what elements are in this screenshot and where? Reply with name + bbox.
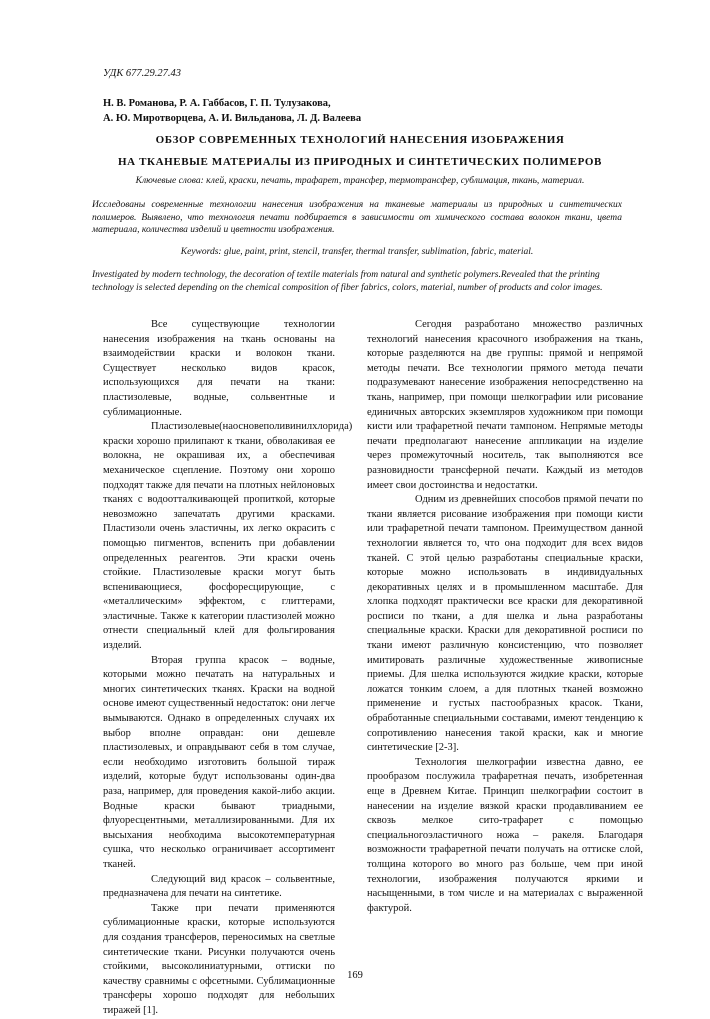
paragraph: Вторая группа красок – водные, которыми можно печатать на натуральных и многих синтетических тканях. Краски на водной основе имеют существенный недостаток: они легче вымываются. Однако в определенных случаях их выбор вполне оправдан: они дешевле пластизолевых, и оправдывают себя в том случае, если необходимо изготовить большой тираж изделий, которые будут использованы один-два раза, например, для проведения какой-либо акции. Водные краски бывают триадными, флуоресцентными, металлизированными. Для их высыхания необходима высокотемпературная сушка, что несколько ограничивает ассортимент тканей.: [103, 654, 335, 870]
article-title: [80, 129, 640, 173]
left-column: [103, 318, 353, 1019]
paragraph: Следующий вид красок – сольвентные, предназначена для печати на синтетике.: [103, 873, 335, 900]
paragraph: Также при печати применяются сублимационные краски, которые используются для создания трансферов, переносимых на светлые синтетические ткани. Рисунки получаются очень стойкими, высоколиниатурными, оттиски по качеству сравнимы с офсетными. Сублимационные трансферы хорошо подходят для небольших тиражей [1].: [103, 902, 335, 1016]
title-line: ОБЗОР СОВРЕМЕННЫХ ТЕХНОЛОГИЙ НАНЕСЕНИЯ ИЗОБРАЖЕНИЯ: [155, 134, 565, 146]
paragraph: Пластизолевые(наосновеполивинилхлорида) краски хорошо прилипают к ткани, обволакивая ее волокна, не окрашивая их, а обеспечивая механическое сцепление. Поэтому они хорошо подходят также для печати на плотных нейлоновых тканях с водоотталкивающей пропиткой, которые невозможно запечатать другими красками. Пластизоли очень эластичны, их легко окрасить с помощью пигментов, вспенить при добавлении определенных реагентов. Эти краски очень стойкие. Пластизолевые краски могут быть вспенивающиеся, фосфоресцирующие, с «металлическим» эффектом, с глиттерами, эластичные. Также к категории пластизолей можно отнести специальный клей для фольгирования изделий.: [103, 421, 353, 652]
authors-line: А. Ю. Миротворцева, А. И. Вильданова, Л. Д. Валеева: [103, 113, 362, 124]
authors: [103, 96, 623, 126]
keywords-ru: Ключевые слова: клей, краски, печать, трафарет, трансфер, термотрансфер, сублимация, ткань, материал.: [135, 176, 585, 186]
keywords-en: Keywords: glue, paint, print, stencil, transfer, thermal transfer, sublimation, fabric, material.: [180, 247, 534, 257]
abstract-ru: Исследованы современные технологии нанесения изображения на тканевые материалы из природных и синтетических полимеров. Выявлено, что технология печати подбирается в зависимости от химического состава волокон ткани, цвета материала, количества изделий и цветности изображения.: [92, 200, 622, 236]
authors-line: Н. В. Романова, Р. А. Габбасов, Г. П. Тулузакова,: [103, 98, 331, 109]
paragraph: Сегодня разработано множество различных технологий нанесения красочного изображения на ткань, которые разделяются на две группы: прямой и непрямой методы печати. Все технологии прямого метода печати подразумевают нанесение изображения непосредственно на ткань, например, при помощи шелкографии или рисование единичных авторских экземпляров художником при помощи кисти или трафаретной печати тампоном. Непрямые методы печати предполагают нанесение аппликации на изделие через промежуточный носитель, так выполняются все разновидности трансферной печати. Каждый из методов имеет свои достоинства и недостатки.: [367, 319, 643, 491]
paragraph: Одним из древнейших способов прямой печати по ткани является рисование изображения при помощи кисти или трафаретной печати тампоном. Преимуществом данной технологии является то, что она подходит для всех видов тканей. С этой целью разработаны специальные краски, которые можно использовать в индивидуальных декоративных целях и в промышленном масштабе. Для хлопка подходят практически все краски для декоративной росписи по ткани, а для шелка и льна разработаны специальные краски. Краски для декоративной росписи по ткани имеют различную консистенцию, что позволяет имитировать различные художественные живописные приемы. Для шелка используются жидкие краски, которые ложатся тонким слоем, а для плотных тканей возможно применение и густых пастообразных красок. Ткани, обработанные специальными составами, имеют тенденцию к сопротивлению нанесения такой краски, как и многие синтетические [2-3].: [367, 494, 643, 754]
right-column: [367, 318, 643, 916]
udk-code: УДК 677.29.27.43: [103, 68, 182, 79]
title-line: НА ТКАНЕВЫЕ МАТЕРИАЛЫ ИЗ ПРИРОДНЫХ И СИНТЕТИЧЕСКИХ ПОЛИМЕРОВ: [118, 156, 602, 168]
abstract-en: Investigated by modern technology, the decoration of textile materials from natural and synthetic polymers.Revealed that the printing technology is selected depending on the chemical composition of fiber fabrics, colors, material, number of products and color images.: [92, 270, 603, 293]
paragraph: Технология шелкографии известна давно, ее прообразом послужила трафаретная печать, изобретенная еще в Древнем Китае. Принцип шелкографии состоит в нанесении на изделие вязкой краски продавливанием ее сквозь мелкое сито-трафарет с помощью специальногоэластичного ножа – ракеля. Благодаря возможности трафаретной печати получать на оттиске слой, толщина которого во много раз больше, чем при иной технологии, изображения получаются яркими и насыщенными, в том числе и на материалах с выраженной фактурой.: [367, 756, 643, 914]
paragraph: Все существующие технологии нанесения изображения на ткань основаны на взаимодействии краски и волокон ткани. Существует несколько видов красок, использующихся для печати на ткани: пластизолевые, водные, сольвентные и сублимационные.: [103, 319, 335, 418]
page-number: 169: [347, 970, 363, 981]
